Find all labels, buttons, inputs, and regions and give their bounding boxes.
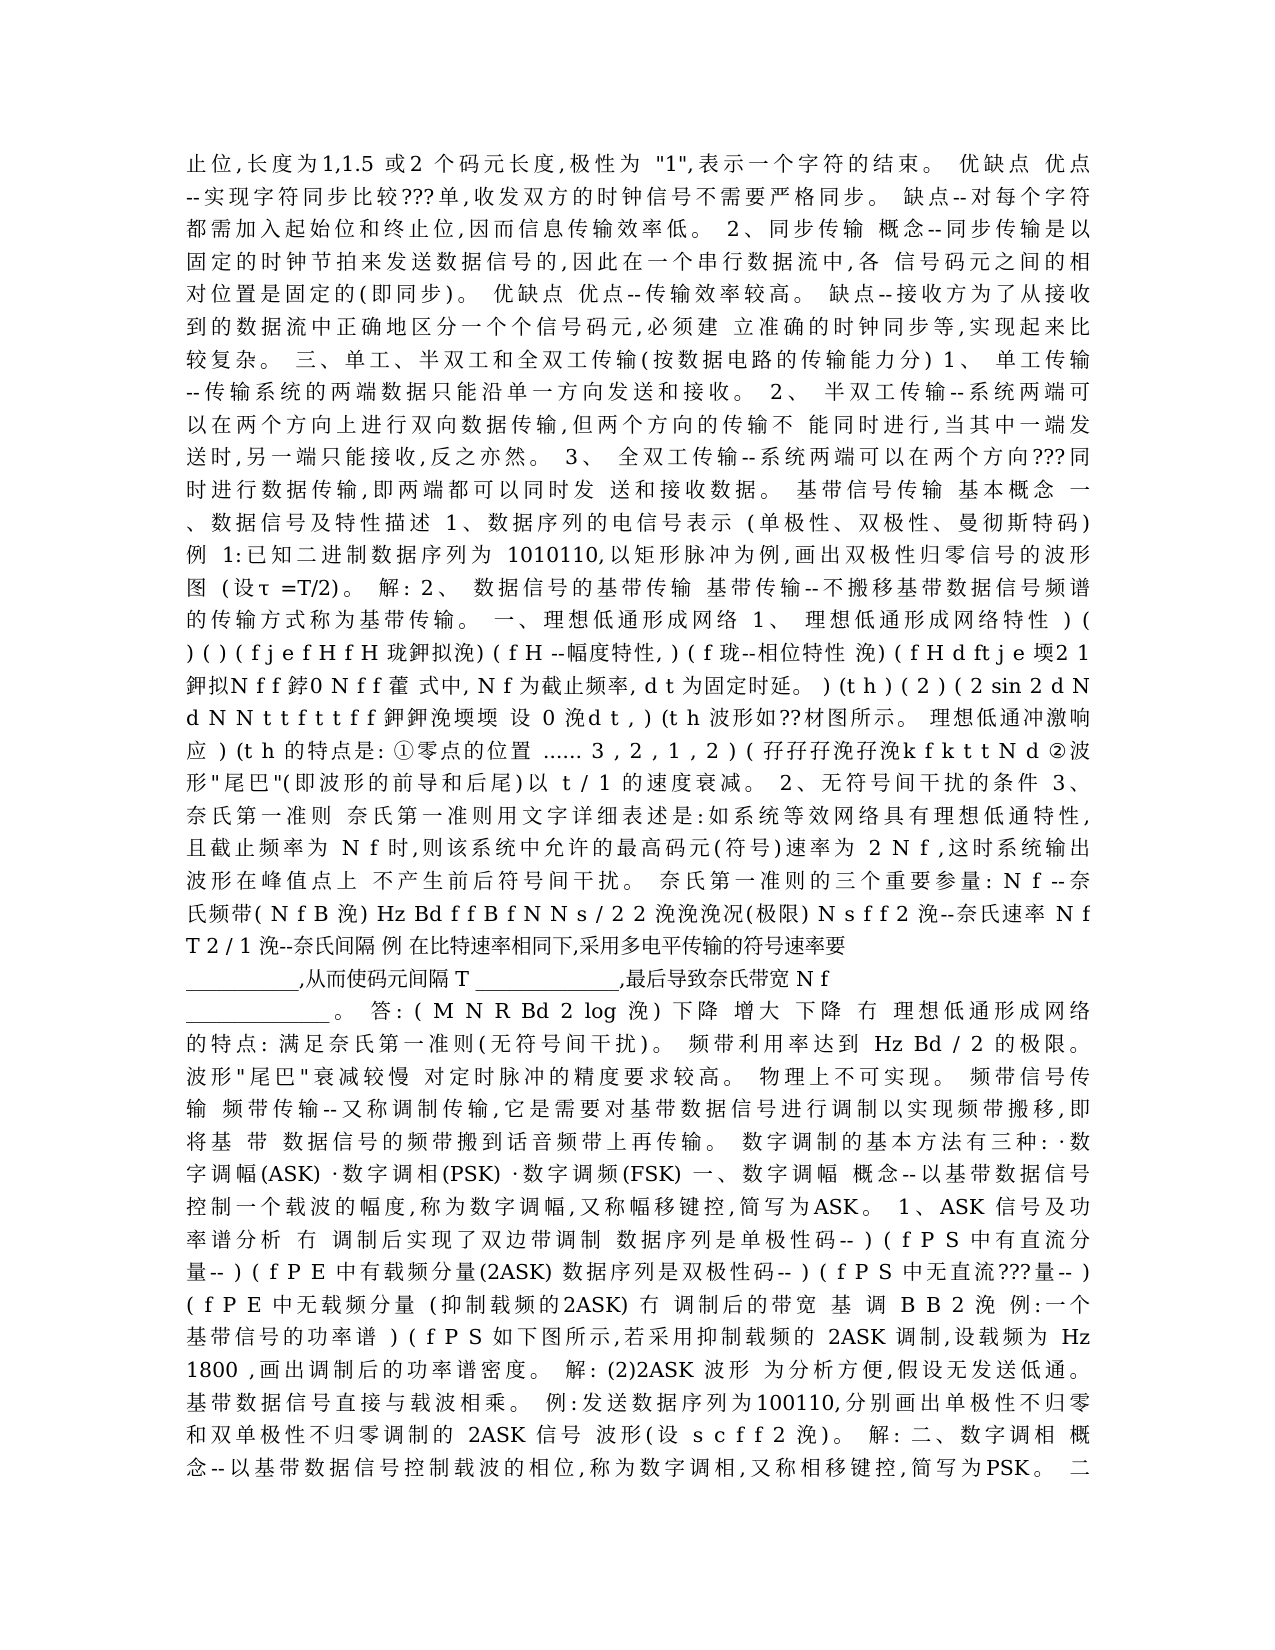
text-line: 、数据信号及特性描述 1、数据序列的电信号表示 (单极性、双极性、曼彻斯特码) bbox=[186, 510, 1090, 535]
text-line: 的传输方式称为基带传输。 一、理想低通形成网络 1、 理想低通形成网络特性 ) ( bbox=[186, 608, 1090, 633]
text-line: 氏频带( N f B 浼) Hz Bd f f B f N N s / 2 2 浼浼浼况(极限) N s f f 2 浼--奈氏速率 N f bbox=[186, 901, 1090, 926]
text-line: 鉀拟N f f 鋍0 N f f 藿 式中, N f 为截止频率, d t 为固定时延。 ) (t h ) ( 2 ) ( 2 sin 2 d N bbox=[186, 673, 1090, 698]
text-line: 将基 带 数据信号的频带搬到话音频带上再传输。 数字调制的基本方法有三种: ·数 bbox=[186, 1129, 1090, 1154]
text-line: 输 频带传输--又称调制传输,它是需要对基带数据信号进行调制以实现频带搬移,即 bbox=[186, 1097, 1090, 1122]
text-line: 且截止频率为 N f 时,则该系统中允许的最高码元(符号)速率为 2 N f ,这时系统输出 bbox=[186, 836, 1090, 861]
text-line: 1800 ,画出调制后的功率谱密度。 解: (2)2ASK 波形 为分析方便,假设无发送低通。 bbox=[186, 1357, 1090, 1382]
text-line: d N N t t f t t f f 鉀鉀浼堧堧 设 0 浼d t , ) (t h 波形如??材图所示。 理想低通冲激响 bbox=[186, 706, 1090, 731]
text-line: 应 ) (t h 的特点是: ①零点的位置 ...... 3 , 2 , 1 , 2 ) ( 孖孖孖浼孖浼k f k t t N d ②波 bbox=[186, 738, 1090, 763]
text-line: 较复杂。 三、单工、半双工和全双工传输(按数据电路的传输能力分) 1、 单工传输 bbox=[186, 347, 1090, 372]
text-line: ______________。 答: ( M N R Bd 2 log 浼) 下降 增大 下降 冇 理想低通形成网络 bbox=[186, 999, 1090, 1024]
text-line: 到的数据流中正确地区分一个个信号码元,必须建 立准确的时钟同步等,实现起来比 bbox=[186, 314, 1090, 339]
text-line: 奈氏第一准则 奈氏第一准则用文字详细表述是:如系统等效网络具有理想低通特性, bbox=[186, 803, 1090, 828]
text-line: 都需加入起始位和终止位,因而信息传输效率低。 2、同步传输 概念--同步传输是以 bbox=[186, 217, 1090, 242]
text-line: 止位,长度为1,1.5 或2 个码元长度,极性为 "1",表示一个字符的结束。 优缺点 优点 bbox=[186, 152, 1090, 176]
text-line: ( f P E 中无载频分量 (抑制载频的2ASK) 冇 调制后的带宽 基 调 B B 2 浼 例:一个 bbox=[186, 1292, 1090, 1317]
text-line: 时进行数据传输,即两端都可以同时发 送和接收数据。 基带信号传输 基本概念 一 bbox=[186, 477, 1090, 502]
text-line: 波形在峰值点上 不产生前后符号间干扰。 奈氏第一准则的三个重要参量: N f --奈 bbox=[186, 869, 1090, 894]
text-line: 例 1:已知二进制数据序列为 1010110,以矩形脉冲为例,画出双极性归零信号的波形 bbox=[186, 543, 1090, 568]
text-line: 固定的时钟节拍来发送数据信号的,因此在一个串行数据流中,各 信号码元之间的相 bbox=[186, 249, 1090, 274]
text-line: --传输系统的两端数据只能沿单一方向发送和接收。 2、 半双工传输--系统两端可 bbox=[186, 380, 1090, 405]
text-line: 控制一个载波的幅度,称为数字调幅,又称幅移键控,简写为ASK。 1、ASK 信号及功 bbox=[186, 1195, 1090, 1219]
text-line: 基带信号的功率谱 ) ( f P S 如下图所示,若采用抑制载频的 2ASK 调制,设载频为 Hz bbox=[186, 1325, 1090, 1350]
text-line: 对位置是固定的(即同步)。 优缺点 优点--传输效率较高。 缺点--接收方为了从接收 bbox=[186, 282, 1090, 307]
text-line: 率谱分析 冇 调制后实现了双边带调制 数据序列是单极性码-- ) ( f P S 中有直流分 bbox=[186, 1227, 1090, 1252]
text-line: 量-- ) ( f P E 中有载频分量(2ASK) 数据序列是双极性码-- ) ( f P S 中无直流???量-- ) bbox=[186, 1260, 1090, 1285]
text-line: T 2 / 1 浼--奈氏间隔 例 在比特速率相同下,采用多电平传输的符号速率要 bbox=[186, 934, 846, 959]
text-line: 基带数据信号直接与载波相乘。 例:发送数据序列为100110,分别画出单极性不归零 bbox=[186, 1390, 1090, 1415]
text-line: 图 (设τ =T/2)。 解: 2、 数据信号的基带传输 基带传输--不搬移基带数据信号频谱 bbox=[186, 575, 1090, 600]
text-line: 念--以基带数据信号控制载波的相位,称为数字调相,又称相移键控,简写为PSK。 二 bbox=[186, 1455, 1090, 1480]
text-line: ___________,从而使码元间隔 T ______________,最后导致奈氏带宽 N f bbox=[186, 966, 829, 991]
text-line: ) ( ) ( f j e f H f H 珑鉀拟浼) ( f H --幅度特性, ) ( f 珑--相位特性 浼) ( f H d ft j e 堧2 1 bbox=[186, 640, 1090, 665]
text-line: 以在两个方向上进行双向数据传输,但两个方向的传输不 能同时进行,当其中一端发 bbox=[186, 412, 1090, 437]
text-line: 波形"尾巴"衰减较慢 对定时脉冲的精度要求较高。 物理上不可实现。 频带信号传 bbox=[186, 1064, 1090, 1089]
text-line: 的特点: 满足奈氏第一准则(无符号间干扰)。 频带利用率达到 Hz Bd / 2 的极限。 bbox=[186, 1032, 1090, 1057]
text-line: 送时,另一端只能接收,反之亦然。 3、 全双工传输--系统两端可以在两个方向???同 bbox=[186, 445, 1090, 470]
text-line: 和双单极性不归零调制的 2ASK 信号 波形(设 s c f f 2 浼)。 解: 二、数字调相 概 bbox=[186, 1423, 1090, 1448]
text-line: 形"尾巴"(即波形的前导和后尾)以 t / 1 的速度衰减。 2、无符号间干扰的条件 3、 bbox=[186, 771, 1090, 796]
body-text bbox=[186, 148, 1090, 1484]
text-line: --实现字符同步比较???单,收发双方的时钟信号不需要严格同步。 缺点--对每个字符 bbox=[186, 184, 1090, 209]
text-line: 字调幅(ASK) ·数字调相(PSK) ·数字调频(FSK) 一、数字调幅 概念--以基带数据信号 bbox=[186, 1162, 1090, 1187]
